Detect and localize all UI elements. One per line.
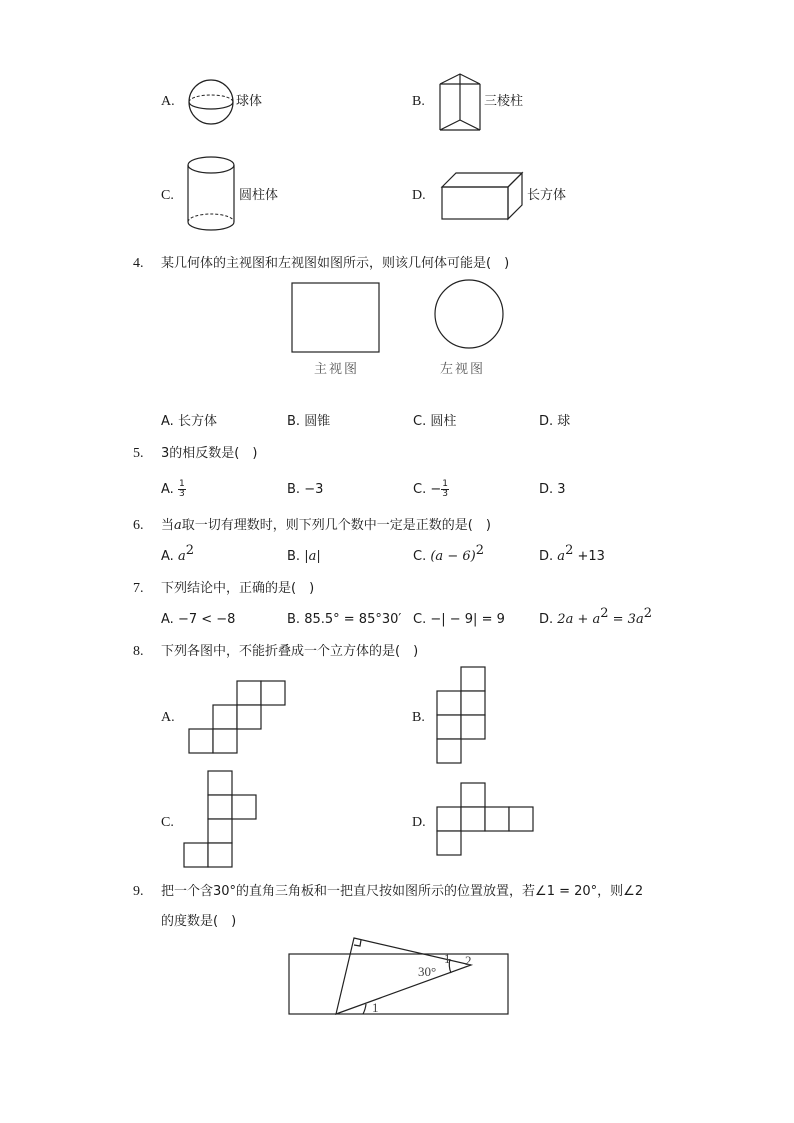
question-number: 6. (133, 518, 144, 533)
option-c[interactable]: C. − $\frac{1}{3}$ (413, 479, 448, 499)
question-stem-line-1: 把一个含30°的直角三角板和一把直尺按如图所示的位置放置，若∠1 = 20°，则∠2 (161, 884, 644, 899)
question-stem: 下列各图中，不能折叠成一个立方体的是( ) (161, 644, 419, 659)
option-label: 长方体 (527, 188, 567, 203)
left-view-caption: 左视图 (440, 361, 486, 376)
option-b[interactable]: B. −3 (287, 482, 324, 497)
net-d-figure[interactable] (436, 782, 536, 858)
angle-2-label: 2 (465, 953, 472, 968)
option-b[interactable]: B. |a| (287, 549, 321, 564)
option-b[interactable]: B. 85.5° = 85°30′ (287, 612, 402, 627)
sphere-icon (188, 79, 234, 125)
cuboid-icon (440, 171, 524, 221)
option-c[interactable]: C. −| − 9| = 9 (413, 612, 505, 627)
option-letter: D. (412, 815, 426, 830)
angle-1-upper-label: 1 (444, 951, 451, 966)
question-stem: 3的相反数是( ) (161, 446, 258, 461)
option-a[interactable]: A. $\frac{1}{3}$ (161, 479, 185, 499)
option-b[interactable]: B. 圆锥 (287, 414, 331, 429)
option-c[interactable]: C. 圆柱 (413, 414, 457, 429)
ruler-triangle-figure (288, 936, 510, 1018)
option-label: 圆柱体 (239, 188, 279, 203)
angle-1-lower-label: 1 (372, 1000, 379, 1015)
option-a[interactable]: A. 长方体 (161, 414, 217, 429)
option-d[interactable]: D. $2a + a^2 = 3a^2$ (539, 606, 652, 627)
option-letter: B. (412, 94, 425, 109)
option-label: 球体 (236, 94, 263, 109)
option-c[interactable]: C. $(a - 6)^2$ (413, 543, 484, 564)
question-number: 4. (133, 256, 144, 271)
front-view-rectangle (291, 282, 381, 354)
option-letter: A. (161, 710, 175, 725)
question-number: 8. (133, 644, 144, 659)
question-stem: 当a取一切有理数时，则下列几个数中一定是正数的是( ) (161, 518, 491, 533)
cylinder-icon (186, 156, 236, 234)
option-letter: B. (412, 710, 425, 725)
question-number: 9. (133, 884, 144, 899)
question-stem: 某几何体的主视图和左视图如图所示，则该几何体可能是( ) (161, 256, 510, 271)
question-number: 7. (133, 581, 144, 596)
option-d[interactable]: D. $a^2 +13$ (539, 543, 605, 564)
option-letter: C. (161, 188, 174, 203)
ruler (289, 954, 508, 1014)
option-letter: A. (161, 94, 175, 109)
question-number: 5. (133, 446, 144, 461)
option-letter: D. (412, 188, 426, 203)
option-label: 三棱柱 (484, 94, 524, 109)
option-d[interactable]: D. 球 (539, 414, 571, 429)
option-a[interactable]: A. $a^2$ (161, 543, 194, 564)
net-a-figure[interactable] (188, 680, 288, 756)
set-square (336, 938, 471, 1014)
option-a[interactable]: A. −7 < −8 (161, 612, 236, 627)
left-view-circle (433, 278, 505, 350)
front-view-caption: 主视图 (314, 361, 360, 376)
triangular-prism-icon (438, 72, 482, 134)
net-b-figure[interactable] (436, 666, 488, 766)
option-d[interactable]: D. 3 (539, 482, 566, 497)
angle-30-label: 30° (418, 964, 437, 979)
question-stem-line-2: 的度数是( ) (161, 914, 237, 929)
option-letter: C. (161, 815, 174, 830)
question-stem: 下列结论中，正确的是( ) (161, 581, 315, 596)
net-c-figure[interactable] (183, 770, 259, 870)
